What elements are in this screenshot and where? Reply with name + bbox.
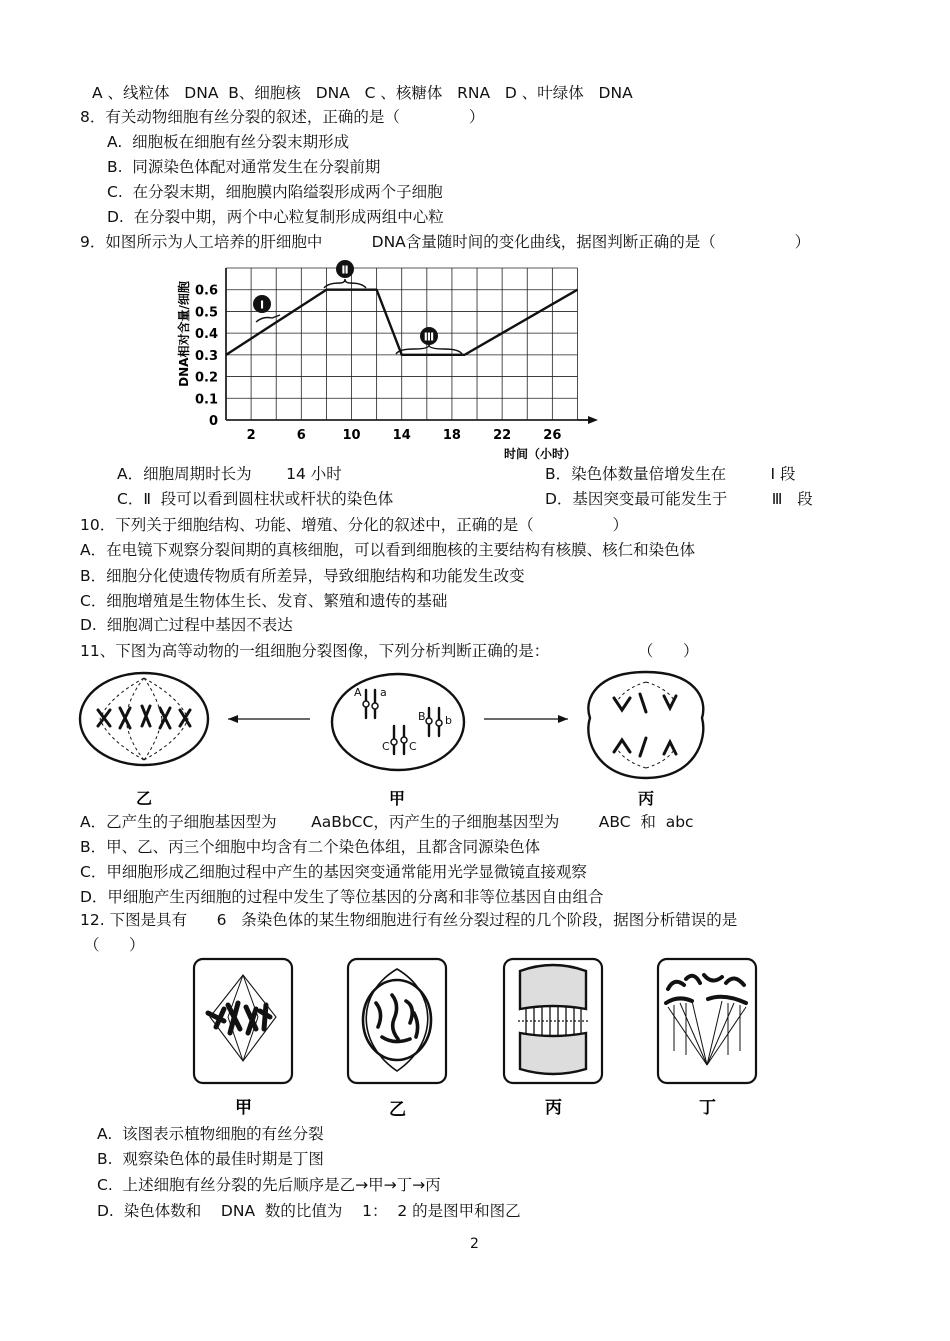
svg-text:Ⅰ: Ⅰ [259,298,265,312]
q12-option-b: B. 观察染色体的最佳时期是丁图 [97,1150,324,1168]
q12-option-c: C. 上述细胞有丝分裂的先后顺序是乙→甲→丁→丙 [97,1176,441,1194]
x-tick-label: 2 [246,428,256,443]
panel-bing [504,959,602,1083]
q10-option-a: A．在电镜下观察分裂间期的真核细胞，可以看到细胞核的主要结构有核膜、核仁和染色体 [80,541,696,559]
q9-option-d: D．基因突变最可能发生于 Ⅲ 段 [545,490,813,508]
q11-cell-division-figure [78,668,718,808]
page-number: 2 [470,1236,479,1252]
q8-option-a: A. 细胞板在细胞有丝分裂末期形成 [107,133,350,151]
y-tick-label: 0.5 [194,305,218,321]
svg-text:Ⅲ: Ⅲ [423,330,435,344]
q9-option-b: B．染色体数量倍增发生在 Ⅰ 段 [545,465,796,483]
q9-stem: 9．如图所示为人工培养的肝细胞中 DNA含量随时间的变化曲线，据图判断正确的是（ ） [80,233,811,251]
q9-option-c: C．Ⅱ 段可以看到圆柱状或杆状的染色体 [117,490,394,508]
chart-xlabel: 时间（小时） [503,447,577,461]
q8-stem: 8．有关动物细胞有丝分裂的叙述，正确的是（ ） [80,108,485,126]
q8-option-c: C. 在分裂末期，细胞膜内陷缢裂形成两个子细胞 [107,183,443,201]
q7-options: A 、线粒体 DNA B、细胞核 DNA C 、核糖体 RNA D 、叶绿体 DNA [92,84,633,102]
cell-jia [332,674,464,770]
q12-stem-paren: （ ） [84,936,145,954]
y-tick-label: 0.6 [194,283,218,299]
chart-grid [226,268,598,424]
y-tick-label: 0.2 [194,370,218,386]
arrow-to-bing [484,715,568,723]
q11-option-b: B．甲、乙、丙三个细胞中均含有二个染色体组，且都含同源染色体 [80,838,541,856]
panel-ding [658,959,756,1083]
y-tick-label: 0.3 [194,348,218,364]
dna-content-chart [168,252,598,462]
label-q12-yi: 乙 [389,1100,406,1120]
q10-option-c: C．细胞增殖是生物体生长、发育、繁殖和遗传的基础 [80,592,448,610]
label-q12-ding: 丁 [699,1098,716,1118]
cell-yi [80,673,208,765]
gene-label-C1: C [382,740,390,753]
label-q12-jia: 甲 [235,1098,252,1118]
chart-x-ticks [247,428,562,443]
y-tick-label: 0.4 [194,327,218,343]
q12-option-d: D. 染色体数和 DNA 数的比值为 1： 2 的是图甲和图乙 [97,1202,521,1220]
gene-label-A: A [354,686,362,699]
q12-stem: 12. 下图是具有 6 条染色体的某生物细胞进行有丝分裂过程的几个阶段，据图分析错误的是 [80,911,738,929]
label-jia: 甲 [389,789,406,808]
x-tick-label: 22 [493,428,512,443]
gene-label-B: B [418,710,426,723]
cell-bing [588,672,703,778]
q12-option-a: A. 该图表示植物细胞的有丝分裂 [97,1125,324,1143]
x-tick-label: 26 [543,428,562,443]
label-yi: 乙 [136,789,153,808]
q11-stem: 11、下图为高等动物的一组细胞分裂图像，下列分析判断正确的是： （ ） [80,642,699,660]
q8-option-d: D. 在分裂中期，两个中心粒复制形成两组中心粒 [107,208,444,226]
svg-text:Ⅱ: Ⅱ [341,263,349,277]
q10-stem: 10．下列关于细胞结构、功能、增殖、分化的叙述中，正确的是（ ） [80,516,629,534]
gene-label-b: b [445,714,452,727]
label-bing: 丙 [638,789,655,808]
chart-y-ticks [195,284,218,429]
gene-label-a: a [380,686,387,699]
q10-option-d: D. 细胞凋亡过程中基因不表达 [80,616,293,634]
gene-label-C2: C [409,740,417,753]
annotation-II [324,260,366,288]
x-tick-label: 6 [296,428,306,443]
x-tick-label: 18 [442,428,461,443]
panel-jia [194,959,292,1083]
panel-yi [348,959,446,1083]
q11-option-a: A．乙产生的子细胞基因型为 AaBbCC，丙产生的子细胞基因型为 ABC 和 abc [80,813,694,831]
q12-mitosis-figure [188,953,768,1123]
arrow-to-yi [228,715,310,723]
q11-option-c: C．甲细胞形成乙细胞过程中产生的基因突变通常能用光学显微镜直接观察 [80,863,587,881]
x-tick-label: 10 [342,428,361,443]
q11-option-d: D．甲细胞产生丙细胞的过程中发生了等位基因的分离和非等位基因自由组合 [80,888,604,906]
x-tick-label: 14 [392,428,411,443]
y-tick-label: 0.1 [194,392,218,408]
q9-option-a: A．细胞周期时长为 14 小时 [117,465,342,483]
label-q12-bing: 丙 [545,1098,562,1118]
y-tick-label: 0 [208,414,218,429]
q10-option-b: B．细胞分化使遗传物质有所差异，导致细胞结构和功能发生改变 [80,567,525,585]
q8-option-b: B. 同源染色体配对通常发生在分裂前期 [107,158,381,176]
x-axis-arrowhead [588,416,598,424]
chart-ylabel: DNA相对含量/细胞 [177,281,191,387]
